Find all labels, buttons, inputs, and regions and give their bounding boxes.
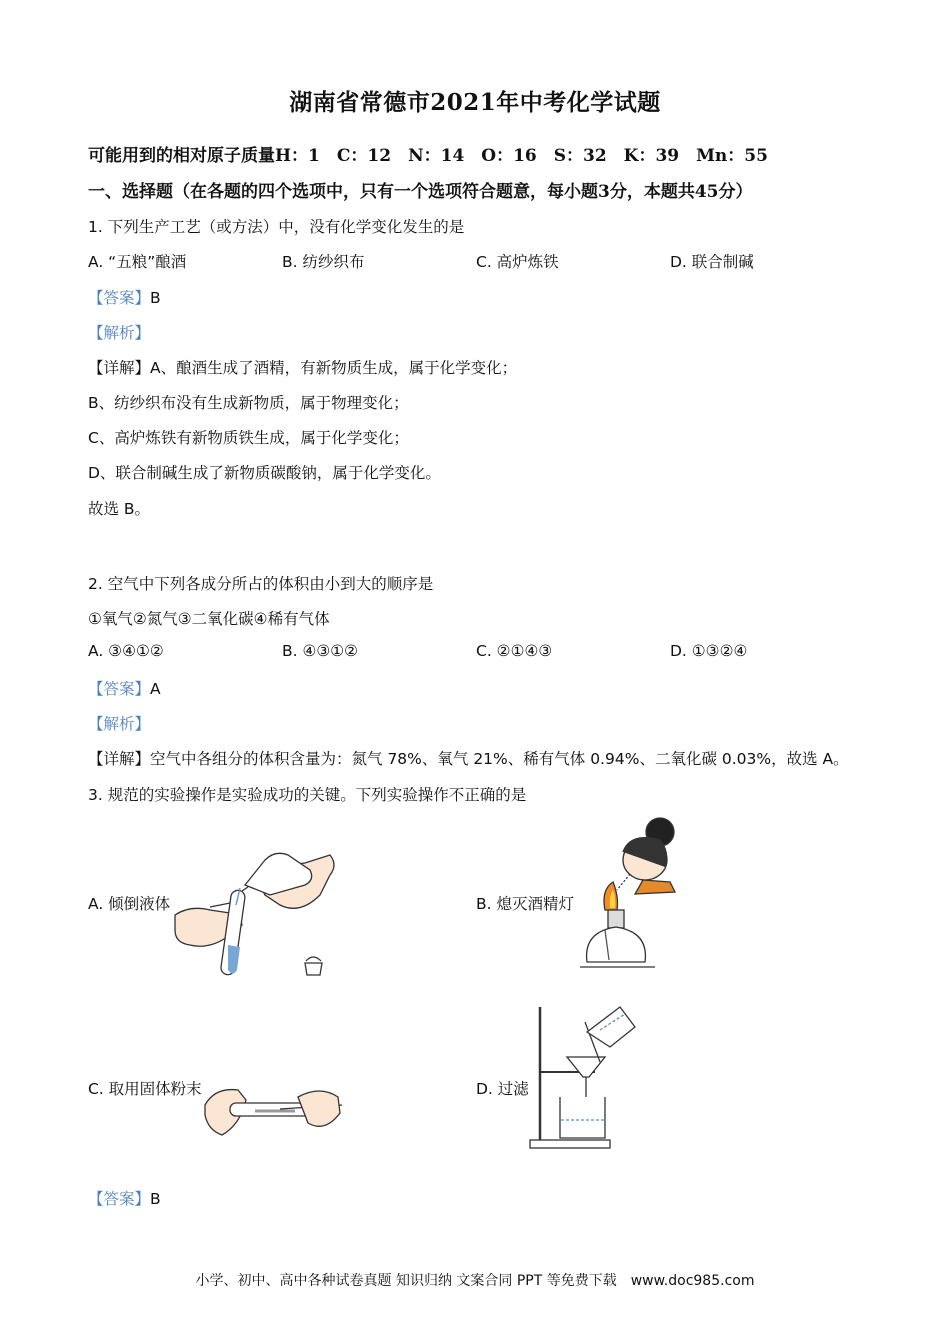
q1-detail-line: D、联合制碱生成了新物质碳酸钠，属于化学变化。 [88,464,441,482]
q3-option-d: D. 过滤 [476,1080,529,1098]
atomic-masses-line: 可能用到的相对原子质量H：1 C：12 N：14 O：16 S：32 K：39 Mn：55 [88,146,768,166]
answer-tag: 【答案】 [88,289,151,307]
answer-value: B [150,1190,161,1208]
q2-analysis-tag: 【解析】 [88,715,151,733]
q1-detail-line: C、高炉炼铁有新物质铁生成，属于化学变化； [88,429,409,447]
page-footer: 小学、初中、高中各种试卷真题 知识归纳 文案合同 PPT 等免费下载 www.doc985.com [195,1273,755,1289]
q3-answer [88,1187,161,1209]
q1-analysis-tag: 【解析】 [88,324,151,342]
q1-answer [88,286,161,308]
q1-option-d: D. 联合制碱 [670,253,754,271]
q1-option-c: C. 高炉炼铁 [476,253,559,271]
answer-value: A [150,680,161,698]
powder-test-tube-illustration [200,1075,350,1150]
q2-answer [88,677,161,699]
detail-tag: 【详解】 [88,359,151,377]
answer-value: B [150,289,161,307]
q2-detail-line [88,747,849,769]
q3-option-a: A. 倾倒液体 [88,895,171,913]
answer-tag: 【答案】 [88,680,151,698]
pouring-liquid-illustration [170,825,340,980]
q1-detail-line [88,356,517,378]
q1-detail-line: B、纺纱织布没有生成新物质，属于物理变化； [88,394,409,412]
detail-tag: 【详解】 [88,750,151,768]
alcohol-lamp-illustration [575,812,695,977]
q3-stem: 3. 规范的实验操作是实验成功的关键。下列实验操作不正确的是 [88,786,527,804]
q3-option-c: C. 取用固体粉末 [88,1080,202,1098]
filtration-apparatus-illustration [525,1002,640,1152]
detail-text: 空气中各组分的体积含量为：氮气 78%、氧气 21%、稀有气体 0.94%、二氧化碳 0.03%，故选 A。 [150,750,849,768]
q1-conclusion: 故选 B。 [88,500,151,518]
q2-option-b: B. ④③①② [282,642,359,660]
q1-option-a: A. “五粮”酿酒 [88,253,187,271]
q2-option-d: D. ①③②④ [670,642,748,660]
section-heading: 一、选择题（在各题的四个选项中，只有一个选项符合题意，每小题3分，本题共45分） [88,182,753,202]
q2-option-a: A. ③④①② [88,642,164,660]
q2-items: ①氧气②氮气③二氧化碳④稀有气体 [88,610,330,628]
q2-stem: 2. 空气中下列各成分所占的体积由小到大的顺序是 [88,575,434,593]
q2-option-c: C. ②①④③ [476,642,553,660]
page-title: 湖南省常德市2021年中考化学试题 [289,89,661,116]
q3-option-b: B. 熄灭酒精灯 [476,895,574,913]
q1-option-b: B. 纺纱织布 [282,253,365,271]
detail-text: A、酿酒生成了酒精，有新物质生成，属于化学变化； [150,359,518,377]
q1-stem: 1. 下列生产工艺（或方法）中，没有化学变化发生的是 [88,218,465,236]
answer-tag: 【答案】 [88,1190,151,1208]
